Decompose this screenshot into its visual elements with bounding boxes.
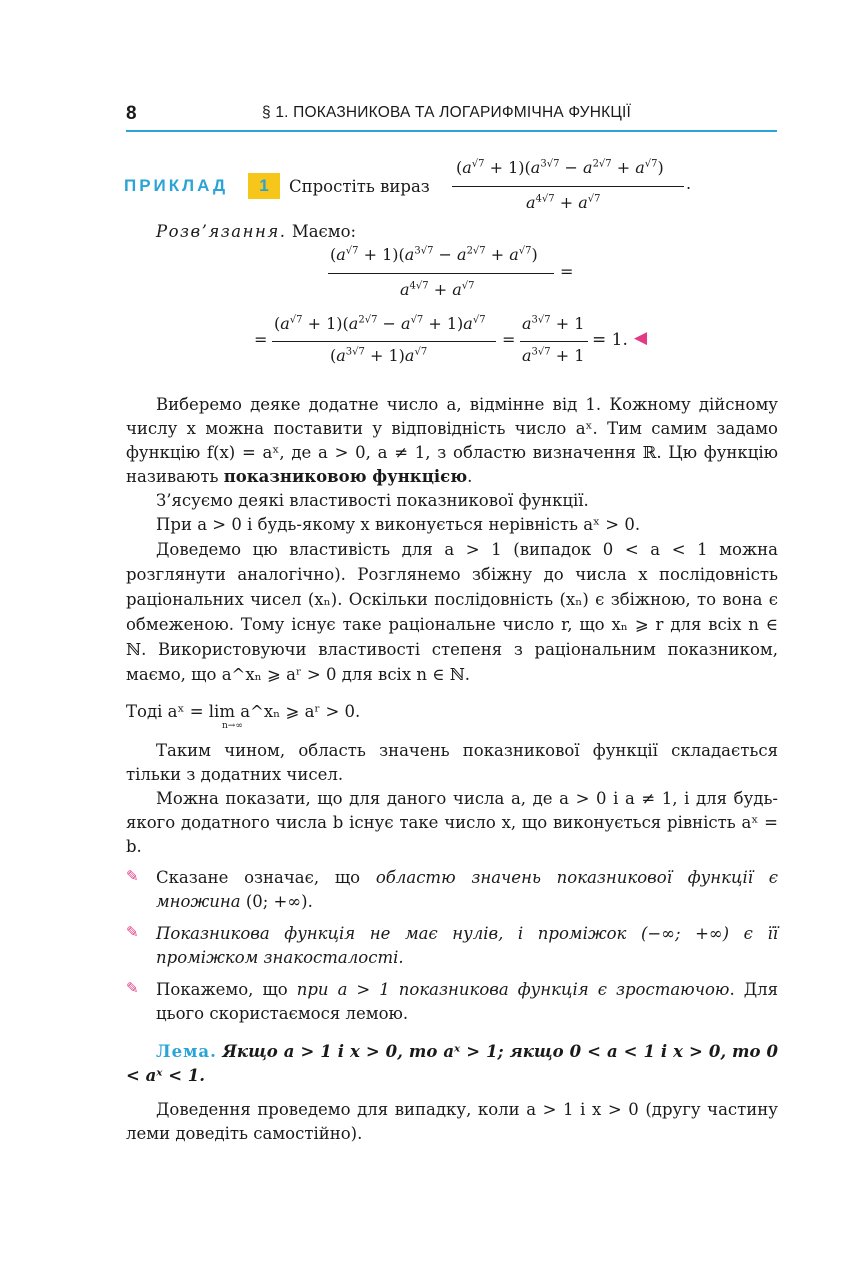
- step2-numerator: $(a^{√7} + 1)(a^{2√7} - a^{√7} + 1)a^{√7}$: [274, 314, 486, 333]
- running-head: § 1. ПОКАЗНИКОВА ТА ЛОГАРИФМІЧНА ФУНКЦІЇ: [262, 104, 632, 121]
- example-prompt: Спростіть вираз: [289, 177, 430, 196]
- bullet-item-3: [156, 978, 778, 1026]
- closing-paragraph: Доведення проведемо для випадку, коли a > 1 і x > 0 (другу частину леми доведіть самостійно).: [126, 1100, 778, 1143]
- bullet-item-2: [156, 922, 778, 970]
- bullet-2-italic: Показникова функція не має нулів: [156, 924, 499, 943]
- step1-fraction-bar: [328, 273, 554, 274]
- lemma-label: Лема.: [156, 1042, 217, 1061]
- pencil-pointer-icon: ✎: [126, 867, 139, 885]
- paragraph-1: Виберемо деяке додатне число a, відмінне від 1. Кожному дійсному числу x можна поставити у відповідність число aˣ. Тим самим задамо функцію f(x) = aˣ, де a > 0, a ≠ 1, з областю визначення ℝ. Цю функцію називають показниковою функцією.: [126, 395, 778, 486]
- step3-denominator: $a^{3√7} + 1$: [522, 346, 585, 365]
- bullet-1-post: (0; +∞).: [240, 892, 313, 911]
- lemma: [126, 1040, 778, 1088]
- bullet-2-post: , і проміжок (−∞; +∞) є її проміжком знакосталості.: [156, 924, 779, 967]
- pencil-pointer-icon: ✎: [126, 979, 139, 997]
- paragraph-4-limit: [126, 700, 360, 724]
- triangle-end-icon: ◀: [634, 328, 648, 348]
- example-label: ПРИКЛАД: [124, 176, 229, 195]
- key-term: показниковою функцією: [223, 467, 468, 486]
- solution-line: [156, 220, 356, 244]
- example-fraction-bar: [452, 186, 684, 187]
- example-expression-numerator: $(a^{√7} + 1)(a^{3√7} - a^{2√7} + a^{√7})$: [456, 158, 664, 177]
- equals-sign: =: [560, 262, 574, 281]
- paragraph-5: Таким чином, область значень показникової функції складається тільки з додатних чисел.: [126, 741, 778, 784]
- bullet-3-italic: при a > 1 показникова функція є зростаючою: [296, 980, 730, 999]
- lemma-text: Якщо a > 1 і x > 0, то aˣ > 1; якщо 0 < a < 1 і x > 0, то 0 < aˣ < 1.: [126, 1042, 778, 1085]
- bullet-1-pre: Сказане означає, що: [156, 868, 376, 887]
- example-period: .: [686, 174, 692, 193]
- step1-numerator: $(a^{√7} + 1)(a^{3√7} - a^{2√7} + a^{√7})$: [330, 245, 538, 264]
- solution-intro: Маємо:: [291, 222, 357, 241]
- step1-denominator: $a^{4√7} + a^{√7}$: [400, 280, 475, 299]
- bullet-3-pre: Покажемо, що: [156, 980, 297, 999]
- step2-denominator: $(a^{3√7} + 1)a^{√7}$: [330, 346, 428, 365]
- example-expression-denominator: $a^{4√7} + a^{√7}$: [526, 193, 601, 212]
- solution-result: = 1.: [592, 330, 628, 350]
- equals-sign: =: [254, 330, 268, 349]
- bullet-1-italic: областю значень показникової функції є множина: [156, 868, 778, 911]
- page-number: 8: [126, 103, 137, 124]
- limit-subscript: n→∞: [222, 721, 243, 731]
- step3-fraction-bar: [520, 341, 588, 342]
- bullet-item-1: [156, 866, 778, 914]
- pencil-pointer-icon: ✎: [126, 923, 139, 941]
- step3-numerator: $a^{3√7} + 1$: [522, 314, 585, 333]
- solution-label: Розв’язання.: [156, 222, 287, 241]
- paragraph-1-text: Виберемо деяке додатне число a, відмінне від 1. Кожному дійсному числу x можна поставити у відповідність число aˣ. Тим самим задамо функцію f(x) = aˣ, де a > 0, a ≠ 1, з областю визначення ℝ. Цю функцію називають: [126, 395, 778, 486]
- bullet-3-post: . Для цього скористаємося лемою.: [156, 980, 779, 1023]
- paragraph-4: Доведемо цю властивість для a > 1 (випадок 0 < a < 1 можна розглянути аналогічно). Розглянемо збіжну до числа x послідовність раціональних чисел (xₙ). Оскільки послідовність (xₙ) є збіжною, то вона є обмеженою. Тому існує таке раціональне число r, що xₙ ⩾ r для всіх n ∈ ℕ. Використовуючи властивості степеня з раціональним показником, маємо, що a^xₙ ⩾ aʳ > 0 для всіх n ∈ ℕ.: [126, 540, 778, 684]
- paragraph-3: При a > 0 і будь-якому x виконується нерівність aˣ > 0.: [156, 515, 641, 534]
- step2-fraction-bar: [272, 341, 496, 342]
- equals-sign: =: [502, 330, 516, 349]
- header-rule: [126, 130, 777, 132]
- example-number: 1: [248, 173, 280, 199]
- limit-expression: Тоді aˣ = lim a^xₙ ⩾ aʳ > 0.: [126, 702, 361, 721]
- paragraph-6: Можна показати, що для даного числа a, де a > 0 і a ≠ 1, і для будь-якого додатного числа b існує таке число x, що виконується рівність aˣ = b.: [126, 789, 778, 856]
- paragraph-2: З’ясуємо деякі властивості показникової функції.: [156, 491, 589, 510]
